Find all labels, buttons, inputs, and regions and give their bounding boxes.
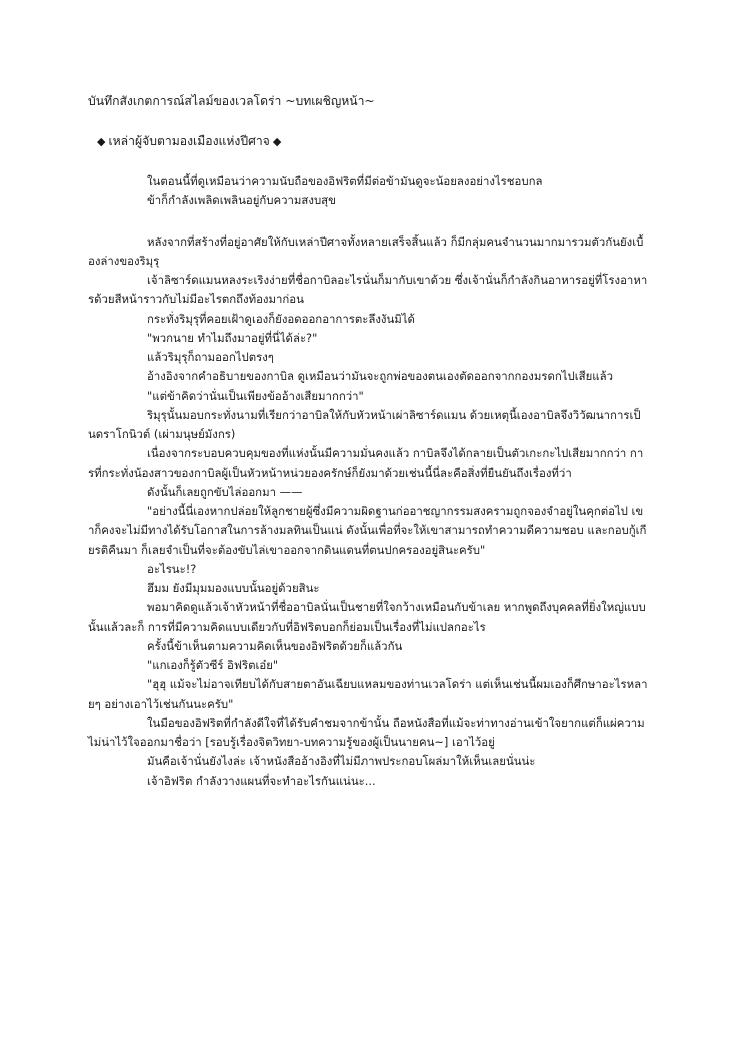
paragraph: ในมือของอิฟริตที่กำลังดีใจที่ได้รับคำชมจากข้านั้น ถือหนังสือที่แม้จะท่าทางอ่านเข้าใจยากแต่ก็แผ่ความไม่น่าไว้ใจออกมาชื่อว่า [รอบรู้เรื่องจิตวิทยา-บทความรู้ของผู้เป็นนายคน~] เอาไว้อยู่ (88, 715, 645, 749)
paragraph: เจ้าอิฟริต กำลังวางแผนที่จะทำอะไรกันแน่นะ... (147, 773, 376, 788)
paragraph: อ้างอิงจากคำอธิบายของกาบิล ดูเหมือนว่ามันจะถูกพ่อของตนเองตัดออกจากกองมรดกไปเสียแล้ว (147, 369, 613, 384)
paragraph: มันคือเจ้านั่นยังไงล่ะ เจ้าหนังสืออ้างอิงที่ไม่มีภาพประกอบโผล่มาให้เห็นเลยนั่นน่ะ (147, 754, 536, 769)
paragraph: "แต่ข้าคิดว่านั่นเป็นเพียงข้ออ้างเสียมากกว่า" (147, 388, 364, 403)
paragraph: "อย่างนี้นี่เองหากปล่อยให้ลูกชายผู้ซึ่งมีความผิดฐานก่ออาชญากรรมสงครามถูกจองจำอยู่ในคุกต่อไป เขาก็คงจะไม่มีทางได้รับโอกาสในการล้างมลทินเป็นแน่ ดังนั้นเพื่อที่จะให้เขาสามารถทำความดีความชอบ และกอบกู้เกียรติคืนมา ก็เลยจำเป็นที่จะต้องขับไล่เขาออกจากดินแดนที่ตนปกครองอยู่สินะครับ" (88, 504, 647, 557)
paragraph: อะไรนะ!? (147, 561, 197, 576)
paragraph: "พวกนาย ทำไมถึงมาอยู่ที่นี่ได้ล่ะ?" (147, 330, 318, 345)
paragraph: กระทั่งริมุรุที่คอยเฝ้าดูเองก็ยังอดออกอาการตะลึงงันมิได้ (147, 311, 415, 326)
paragraph: ริมุรุนั้นมอบกระทั่งนามที่เรียกว่าอาบิลให้กับหัวหน้าเผ่าลิซาร์ดแมน ด้วยเหตุนี้เองอาบิลจึงวิวัฒนาการเป็นดราโกนิวต์ (เผ่ามนุษย์มังกร) (88, 407, 641, 441)
paragraph: หลังจากที่สร้างที่อยู่อาศัยให้กับเหล่าปีศาจทั้งหลายเสร็จสิ้นแล้ว ก็มีกลุ่มคนจำนวนมากมารวมตัวกันยังเบื้องล่างของริมุรุ (88, 234, 644, 268)
paragraph: "ฮุฮุ แม้จะไม่อาจเทียบได้กับสายตาอันเฉียบแหลมของท่านเวลโดร่า แต่เห็นเช่นนี้ผมเองก็ศึกษาอะไรหลายๆ อย่างเอาไว้เช่นกันนะครับ" (88, 677, 648, 711)
diamond-bullet-icon: ◆ (97, 135, 106, 148)
document-title: บันทึกสังเกตการณ์สไลม์ของเวลโดร่า ~บทเผชิญหน้า~ (88, 94, 375, 108)
section-heading-text: เหล่าผู้จับตามองเมืองแห่งปีศาจ (108, 134, 270, 148)
paragraph: ดังนั้นก็เลยถูกขับไล่ออกมา —— (147, 484, 303, 499)
body-text (88, 172, 648, 791)
paragraph: ครั้งนี้ข้าเห็นตามความคิดเห็นของอิฟริตด้วยก็แล้วกัน (147, 638, 403, 653)
diamond-bullet-icon: ◆ (272, 135, 282, 148)
paragraph: เนื่องจากระบอบควบคุมของที่แห่งนั้นมีความมั่นคงแล้ว กาบิลจึงได้กลายเป็นตัวเกะกะไปเสียมากกว่า การที่กระทั่งน้องสาวของกาบิลผู้เป็นหัวหน้าหน่วยองครักษ์ก็ยังมาด้วยเช่นนี้นี่ละคือสิ่งที่ยืนยันถึงเรื่องที่ว่า (88, 446, 644, 480)
paragraph: พอมาคิดดูแล้วเจ้าหัวหน้าที่ชื่ออาบิลนั่นเป็นชายที่ใจกว้างเหมือนกับข้าเลย หากพูดถึงบุคคลที่ยิ่งใหญ่แบบนั้นแล้วละก็ การที่มีความคิดแบบเดียวกับที่อิฟริตบอกก็ย่อมเป็นเรื่องที่ไม่แปลกอะไร (88, 600, 646, 634)
paragraph: ฮึมม ยังมีมุมมองแบบนั้นอยู่ด้วยสินะ (147, 581, 320, 595)
paragraph: แล้วริมุรุก็ถามออกไปตรงๆ (147, 350, 274, 364)
section-heading (97, 131, 281, 152)
paragraph: ข้าก็กำลังเพลิดเพลินอยู่กับความสงบสุข (147, 193, 336, 208)
paragraph: ในตอนนี้ที่ดูเหมือนว่าความนับถือของอิฟริตที่มีต่อข้ามันดูจะน้อยลงอย่างไรชอบกล (147, 174, 543, 188)
paragraph: เจ้าลิซาร์ดแมนหลงระเริงง่ายที่ชื่อกาบิลอะไรนั่นก็มากับเขาด้วย ซึ่งเจ้านั่นก็กำลังกินอาหารอยู่ที่โรงอาหารด้วยสีหน้าราวกับไม่มีอะไรตกถึงท้องมาก่อน (88, 273, 648, 307)
paragraph: "แกเองก็รู้ตัวซีร์ อิฟริตเอ๋ย" (147, 658, 279, 672)
